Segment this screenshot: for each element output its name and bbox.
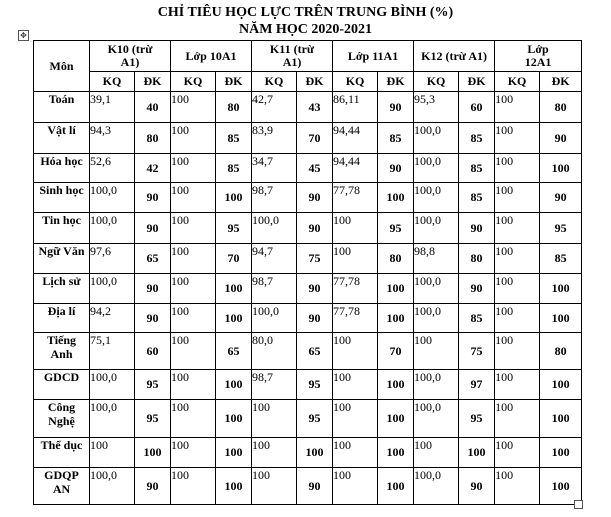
group-header-k10: K10 (trừ A1) — [90, 41, 171, 72]
kq-cell: 100 — [171, 370, 216, 400]
kq-cell: 94,2 — [90, 304, 135, 333]
table-move-handle-icon[interactable]: ✥ — [18, 30, 29, 41]
kq-cell: 86,11 — [333, 92, 378, 123]
kq-cell: 34,7 — [252, 154, 297, 183]
dk-cell: 85 — [459, 304, 495, 333]
table-row — [34, 123, 582, 154]
kq-cell: 100 — [495, 244, 540, 274]
dk-cell: 100 — [216, 370, 252, 400]
dk-cell: 100 — [540, 304, 582, 333]
subject-cell: Hóa học — [34, 154, 90, 183]
kq-cell: 100,0 — [414, 123, 459, 154]
dk-cell: 95 — [540, 213, 582, 244]
kq-cell: 100 — [495, 183, 540, 213]
kq-cell: 100,0 — [90, 400, 135, 438]
subject-cell: Tiếng Anh — [34, 333, 90, 370]
dk-cell: 90 — [459, 213, 495, 244]
dk-cell: 42 — [135, 154, 171, 183]
subject-cell: Toán — [34, 92, 90, 123]
dk-cell: 40 — [135, 92, 171, 123]
dk-cell: 85 — [378, 123, 414, 154]
kq-cell: 100 — [171, 468, 216, 505]
kq-cell: 100,0 — [252, 213, 297, 244]
dk-cell: 100 — [540, 400, 582, 438]
kq-cell: 100 — [171, 92, 216, 123]
table-row — [34, 468, 582, 505]
kq-cell: 75,1 — [90, 333, 135, 370]
kq-cell: 100 — [252, 400, 297, 438]
group-header-k12: K12 (trừ A1) — [414, 41, 495, 72]
dk-cell: 100 — [540, 370, 582, 400]
kq-cell: 100 — [171, 123, 216, 154]
dk-cell: 95 — [459, 400, 495, 438]
kq-cell: 100 — [333, 244, 378, 274]
dk-cell: 90 — [540, 123, 582, 154]
subject-cell: Tin học — [34, 213, 90, 244]
kq-cell: 100 — [333, 438, 378, 468]
kq-cell: 100 — [333, 370, 378, 400]
dk-cell: 85 — [540, 244, 582, 274]
group-header-11a1: Lớp 11A1 — [333, 41, 414, 72]
kq-cell: 100 — [171, 400, 216, 438]
kq-cell: 97,6 — [90, 244, 135, 274]
kq-cell: 39,1 — [90, 92, 135, 123]
dk-cell: 100 — [297, 438, 333, 468]
kq-header: KQ — [90, 72, 135, 92]
kq-cell: 100 — [495, 333, 540, 370]
subject-cell: GDQP AN — [34, 468, 90, 505]
kq-cell: 100 — [171, 333, 216, 370]
kq-cell: 100 — [495, 438, 540, 468]
dk-cell: 60 — [459, 92, 495, 123]
kq-cell: 100 — [333, 400, 378, 438]
kq-cell: 100 — [333, 333, 378, 370]
dk-cell: 85 — [459, 183, 495, 213]
kq-cell: 100 — [171, 213, 216, 244]
dk-cell: 90 — [135, 468, 171, 505]
dk-cell: 100 — [540, 468, 582, 505]
table-row — [34, 92, 582, 123]
dk-cell: 100 — [378, 400, 414, 438]
kq-cell: 100,0 — [414, 154, 459, 183]
dk-cell: 90 — [378, 92, 414, 123]
table-row — [34, 370, 582, 400]
kq-cell: 100,0 — [414, 183, 459, 213]
kq-dk-header-row — [34, 72, 582, 92]
dk-cell: 90 — [459, 274, 495, 304]
kq-cell: 77,78 — [333, 274, 378, 304]
dk-cell: 85 — [216, 123, 252, 154]
dk-cell: 100 — [540, 438, 582, 468]
dk-cell: 80 — [459, 244, 495, 274]
school-year-title: NĂM HỌC 2020-2021 — [239, 22, 372, 37]
dk-cell: 65 — [135, 244, 171, 274]
dk-cell: 45 — [297, 154, 333, 183]
document-title: CHỈ TIÊU HỌC LỰC TRÊN TRUNG BÌNH (%) — [157, 5, 454, 20]
dk-cell: 80 — [378, 244, 414, 274]
dk-header: ĐK — [540, 72, 582, 92]
dk-cell: 43 — [297, 92, 333, 123]
kq-header: KQ — [252, 72, 297, 92]
kq-cell: 94,7 — [252, 244, 297, 274]
kq-cell: 100 — [495, 468, 540, 505]
dk-cell: 100 — [378, 183, 414, 213]
kq-cell: 98,8 — [414, 244, 459, 274]
kq-cell: 100,0 — [414, 304, 459, 333]
kq-cell: 100,0 — [90, 370, 135, 400]
kq-cell: 100 — [333, 468, 378, 505]
dk-cell: 90 — [135, 304, 171, 333]
kq-cell: 100 — [495, 400, 540, 438]
subject-column-header: Môn — [34, 41, 90, 92]
dk-cell: 90 — [135, 274, 171, 304]
dk-cell: 75 — [459, 333, 495, 370]
dk-cell: 100 — [216, 468, 252, 505]
kq-cell: 98,7 — [252, 370, 297, 400]
kq-header: KQ — [333, 72, 378, 92]
kq-cell: 100 — [252, 438, 297, 468]
dk-cell: 95 — [297, 400, 333, 438]
table-row — [34, 154, 582, 183]
dk-cell: 90 — [297, 304, 333, 333]
group-header-k11: K11 (trừ A1) — [252, 41, 333, 72]
table-row — [34, 183, 582, 213]
table-row — [34, 438, 582, 468]
dk-cell: 60 — [135, 333, 171, 370]
dk-cell: 100 — [378, 468, 414, 505]
kq-cell: 100,0 — [90, 213, 135, 244]
dk-cell: 90 — [135, 213, 171, 244]
subject-cell: Công Nghệ — [34, 400, 90, 438]
kq-cell: 100 — [333, 213, 378, 244]
dk-cell: 80 — [216, 92, 252, 123]
dk-header: ĐK — [216, 72, 252, 92]
kq-cell: 100 — [171, 244, 216, 274]
kq-cell: 100 — [495, 123, 540, 154]
dk-header: ĐK — [297, 72, 333, 92]
dk-cell: 95 — [378, 213, 414, 244]
dk-cell: 100 — [540, 274, 582, 304]
subject-cell: Thể dục — [34, 438, 90, 468]
dk-cell: 90 — [297, 468, 333, 505]
kq-cell: 100,0 — [414, 400, 459, 438]
kq-cell: 100 — [495, 274, 540, 304]
kq-cell: 100 — [495, 370, 540, 400]
table-row — [34, 244, 582, 274]
dk-cell: 100 — [135, 438, 171, 468]
kq-cell: 80,0 — [252, 333, 297, 370]
dk-cell: 100 — [378, 274, 414, 304]
kq-header: KQ — [171, 72, 216, 92]
kq-header: KQ — [414, 72, 459, 92]
dk-cell: 95 — [135, 400, 171, 438]
subject-cell: GDCD — [34, 370, 90, 400]
dk-cell: 85 — [459, 154, 495, 183]
table-row — [34, 213, 582, 244]
dk-cell: 90 — [297, 213, 333, 244]
dk-cell: 95 — [216, 213, 252, 244]
dk-cell: 90 — [378, 154, 414, 183]
kq-cell: 100 — [495, 213, 540, 244]
kq-cell: 98,7 — [252, 183, 297, 213]
dk-cell: 97 — [459, 370, 495, 400]
kq-cell: 100,0 — [90, 468, 135, 505]
kq-cell: 100,0 — [252, 304, 297, 333]
kq-cell: 100,0 — [414, 370, 459, 400]
academic-targets-table — [33, 40, 582, 505]
dk-cell: 80 — [540, 92, 582, 123]
kq-cell: 100 — [171, 274, 216, 304]
dk-cell: 75 — [297, 244, 333, 274]
subject-cell: Lịch sử — [34, 274, 90, 304]
dk-cell: 65 — [216, 333, 252, 370]
subject-cell: Địa lí — [34, 304, 90, 333]
kq-cell: 100,0 — [414, 468, 459, 505]
dk-cell: 70 — [297, 123, 333, 154]
dk-cell: 95 — [297, 370, 333, 400]
dk-cell: 90 — [135, 183, 171, 213]
table-row — [34, 400, 582, 438]
kq-cell: 100 — [90, 438, 135, 468]
kq-cell: 100,0 — [414, 274, 459, 304]
kq-cell: 100 — [171, 438, 216, 468]
kq-cell: 52,6 — [90, 154, 135, 183]
table-resize-handle[interactable] — [574, 500, 583, 509]
kq-cell: 100,0 — [414, 213, 459, 244]
kq-cell: 100 — [495, 304, 540, 333]
group-header-12a1: Lớp 12A1 — [495, 41, 582, 72]
dk-cell: 100 — [216, 304, 252, 333]
kq-cell: 95,3 — [414, 92, 459, 123]
kq-cell: 100 — [495, 154, 540, 183]
table-row — [34, 333, 582, 370]
kq-cell: 77,78 — [333, 304, 378, 333]
subject-cell: Vật lí — [34, 123, 90, 154]
kq-cell: 94,44 — [333, 154, 378, 183]
dk-cell: 90 — [540, 183, 582, 213]
kq-cell: 100,0 — [90, 183, 135, 213]
dk-header: ĐK — [378, 72, 414, 92]
dk-cell: 100 — [216, 183, 252, 213]
kq-cell: 100 — [171, 154, 216, 183]
dk-cell: 70 — [378, 333, 414, 370]
dk-cell: 100 — [378, 438, 414, 468]
kq-cell: 77,78 — [333, 183, 378, 213]
dk-cell: 70 — [216, 244, 252, 274]
dk-cell: 90 — [459, 468, 495, 505]
kq-cell: 100 — [171, 183, 216, 213]
kq-header: KQ — [495, 72, 540, 92]
kq-cell: 94,44 — [333, 123, 378, 154]
dk-cell: 85 — [216, 154, 252, 183]
dk-cell: 100 — [540, 154, 582, 183]
dk-cell: 90 — [297, 183, 333, 213]
kq-cell: 42,7 — [252, 92, 297, 123]
dk-header: ĐK — [135, 72, 171, 92]
subject-cell: Ngữ Văn — [34, 244, 90, 274]
kq-cell: 98,7 — [252, 274, 297, 304]
table-row — [34, 304, 582, 333]
dk-cell: 100 — [216, 438, 252, 468]
table-row — [34, 274, 582, 304]
dk-cell: 65 — [297, 333, 333, 370]
dk-cell: 90 — [297, 274, 333, 304]
dk-cell: 100 — [216, 400, 252, 438]
kq-cell: 100 — [252, 468, 297, 505]
dk-cell: 100 — [378, 304, 414, 333]
dk-header: ĐK — [459, 72, 495, 92]
group-header-10a1: Lớp 10A1 — [171, 41, 252, 72]
kq-cell: 83,9 — [252, 123, 297, 154]
dk-cell: 95 — [135, 370, 171, 400]
subject-cell: Sinh học — [34, 183, 90, 213]
dk-cell: 85 — [459, 123, 495, 154]
kq-cell: 94,3 — [90, 123, 135, 154]
dk-cell: 80 — [135, 123, 171, 154]
kq-cell: 100 — [414, 438, 459, 468]
dk-cell: 80 — [540, 333, 582, 370]
kq-cell: 100 — [171, 304, 216, 333]
kq-cell: 100,0 — [90, 274, 135, 304]
dk-cell: 100 — [459, 438, 495, 468]
kq-cell: 100 — [414, 333, 459, 370]
kq-cell: 100 — [495, 92, 540, 123]
group-header-row — [34, 41, 582, 72]
dk-cell: 100 — [216, 274, 252, 304]
dk-cell: 100 — [378, 370, 414, 400]
